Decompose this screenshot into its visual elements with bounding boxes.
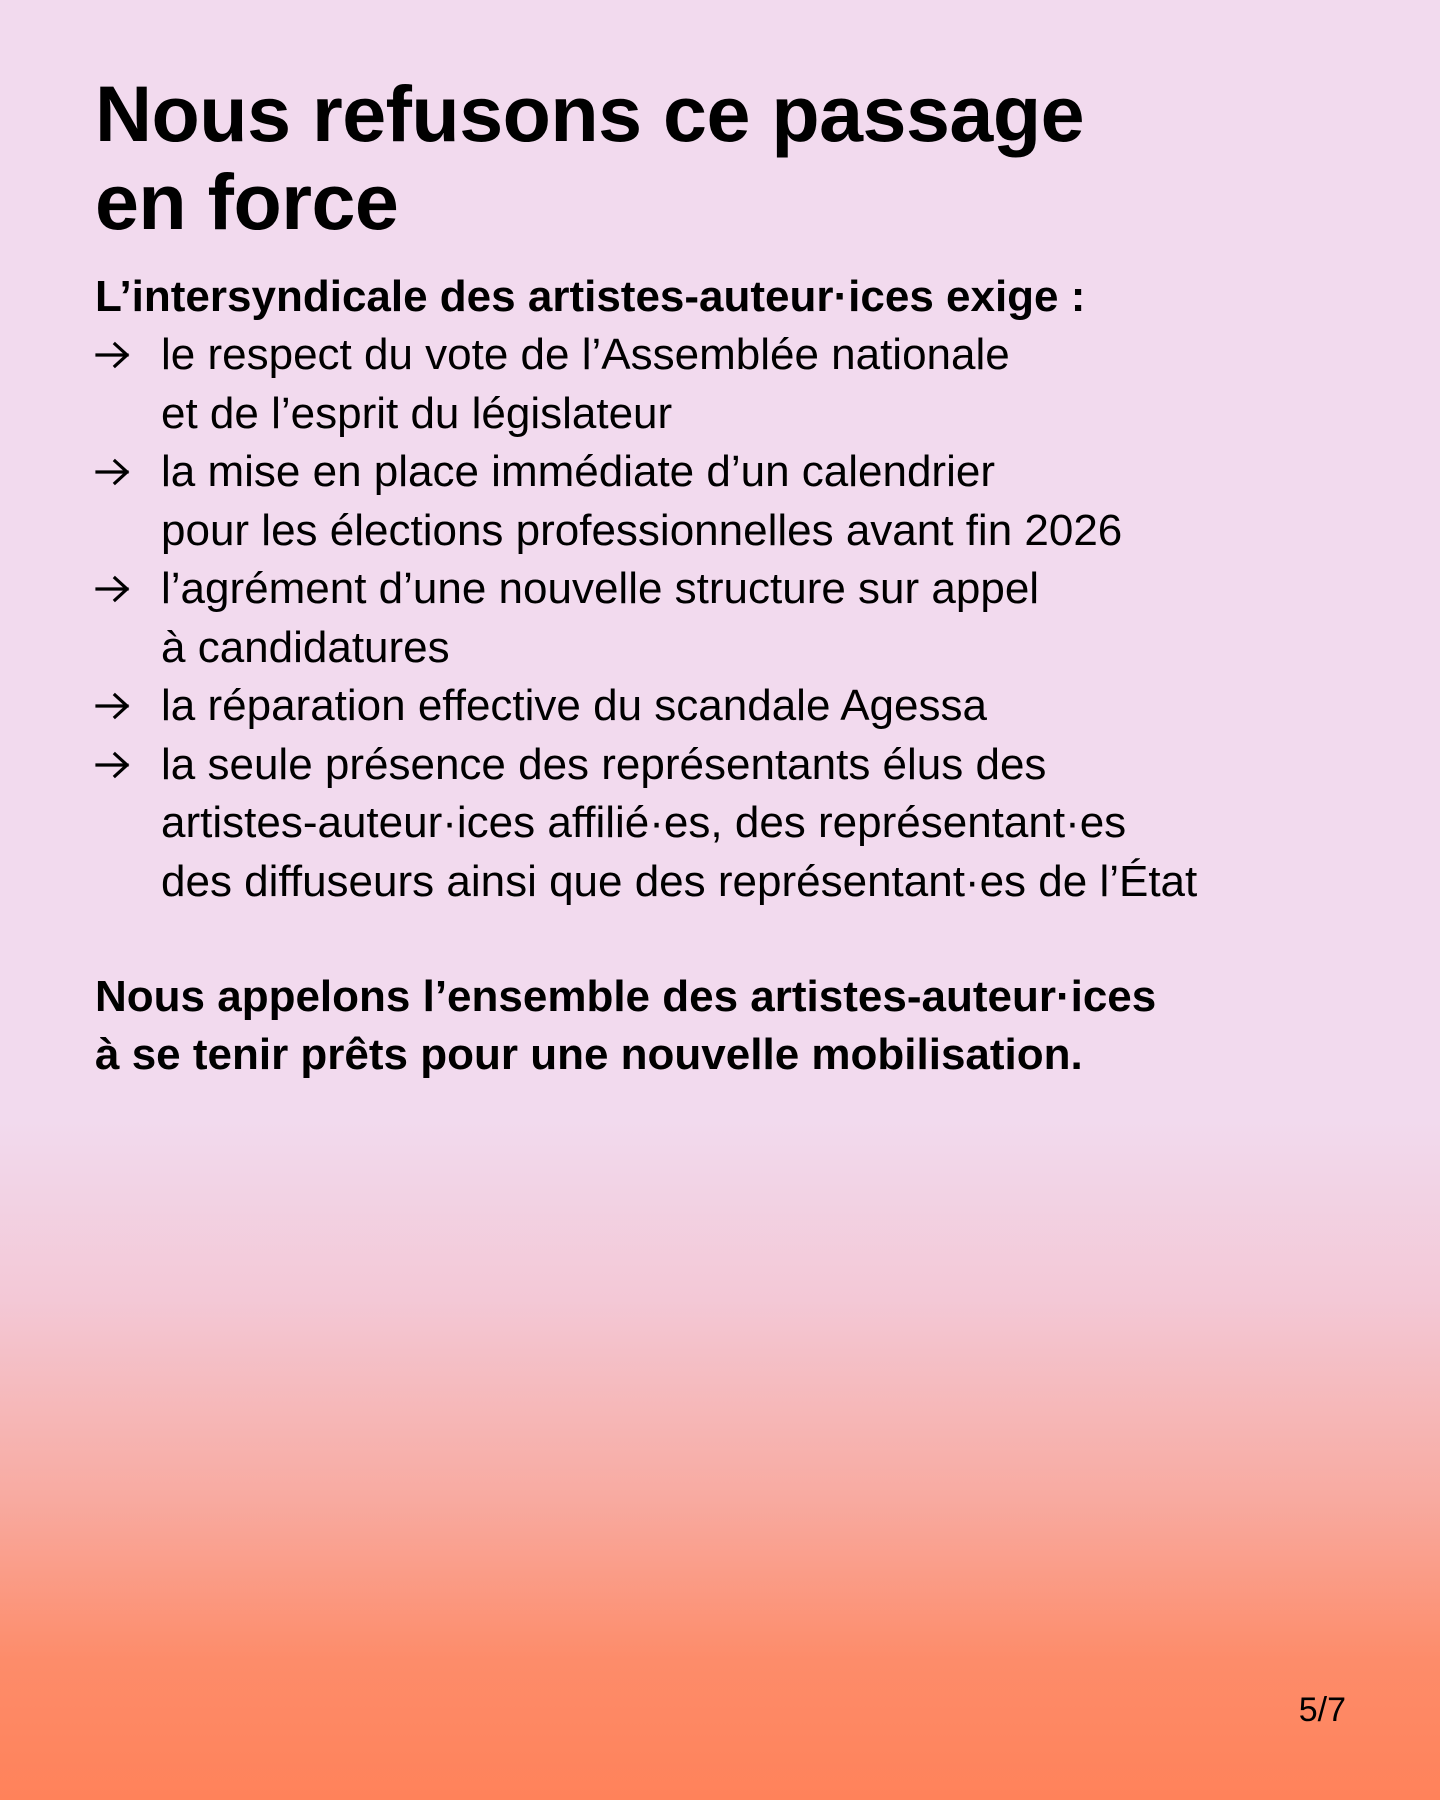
closing-line: à se tenir prêts pour une nouvelle mobilisation. (95, 1030, 1083, 1079)
demand-text (161, 326, 1010, 443)
demand-line: la mise en place immédiate d’un calendrier (161, 447, 995, 496)
closing-call (95, 968, 1375, 1084)
demand-line: des diffuseurs ainsi que des représentant·es de l’État (161, 856, 1198, 906)
arrow-right-icon (95, 443, 161, 502)
page-content (95, 70, 1375, 1084)
arrow-right-icon (95, 736, 161, 795)
demand-line: l’agrément d’une nouvelle structure sur appel (161, 564, 1040, 613)
demand-line: et de l’esprit du législateur (161, 388, 673, 438)
demand-item (95, 443, 1375, 560)
page-title (95, 70, 1375, 246)
demand-text (161, 677, 987, 736)
arrow-right-icon (95, 560, 161, 619)
demands-intro: L’intersyndicale des artistes-auteur·ices exige : (95, 272, 1086, 321)
demand-line: le respect du vote de l’Assemblée nationale (161, 330, 1010, 379)
page-number: 5/7 (1298, 1691, 1346, 1729)
demands-list (95, 326, 1375, 911)
arrow-right-icon (95, 677, 161, 736)
page-title-line: en force (95, 157, 399, 246)
demand-line: artistes-auteur·ices affilié·es, des représentant·es (161, 798, 1127, 847)
demand-line: à candidatures (161, 622, 450, 672)
demand-text (161, 560, 1039, 677)
demand-text (161, 443, 1122, 560)
demand-item (95, 736, 1375, 912)
arrow-right-icon (95, 326, 161, 385)
closing-line: Nous appelons l’ensemble des artistes-auteur·ices (95, 972, 1157, 1021)
demand-text (161, 736, 1197, 912)
demand-line: pour les élections professionnelles avant fin 2026 (161, 505, 1123, 555)
demand-line: la réparation effective du scandale Agessa (161, 681, 987, 730)
demand-item (95, 677, 1375, 736)
page-title-line: Nous refusons ce passage (95, 69, 1085, 158)
demand-item (95, 560, 1375, 677)
demand-line: la seule présence des représentants élus des (161, 739, 1047, 789)
demand-item (95, 326, 1375, 443)
